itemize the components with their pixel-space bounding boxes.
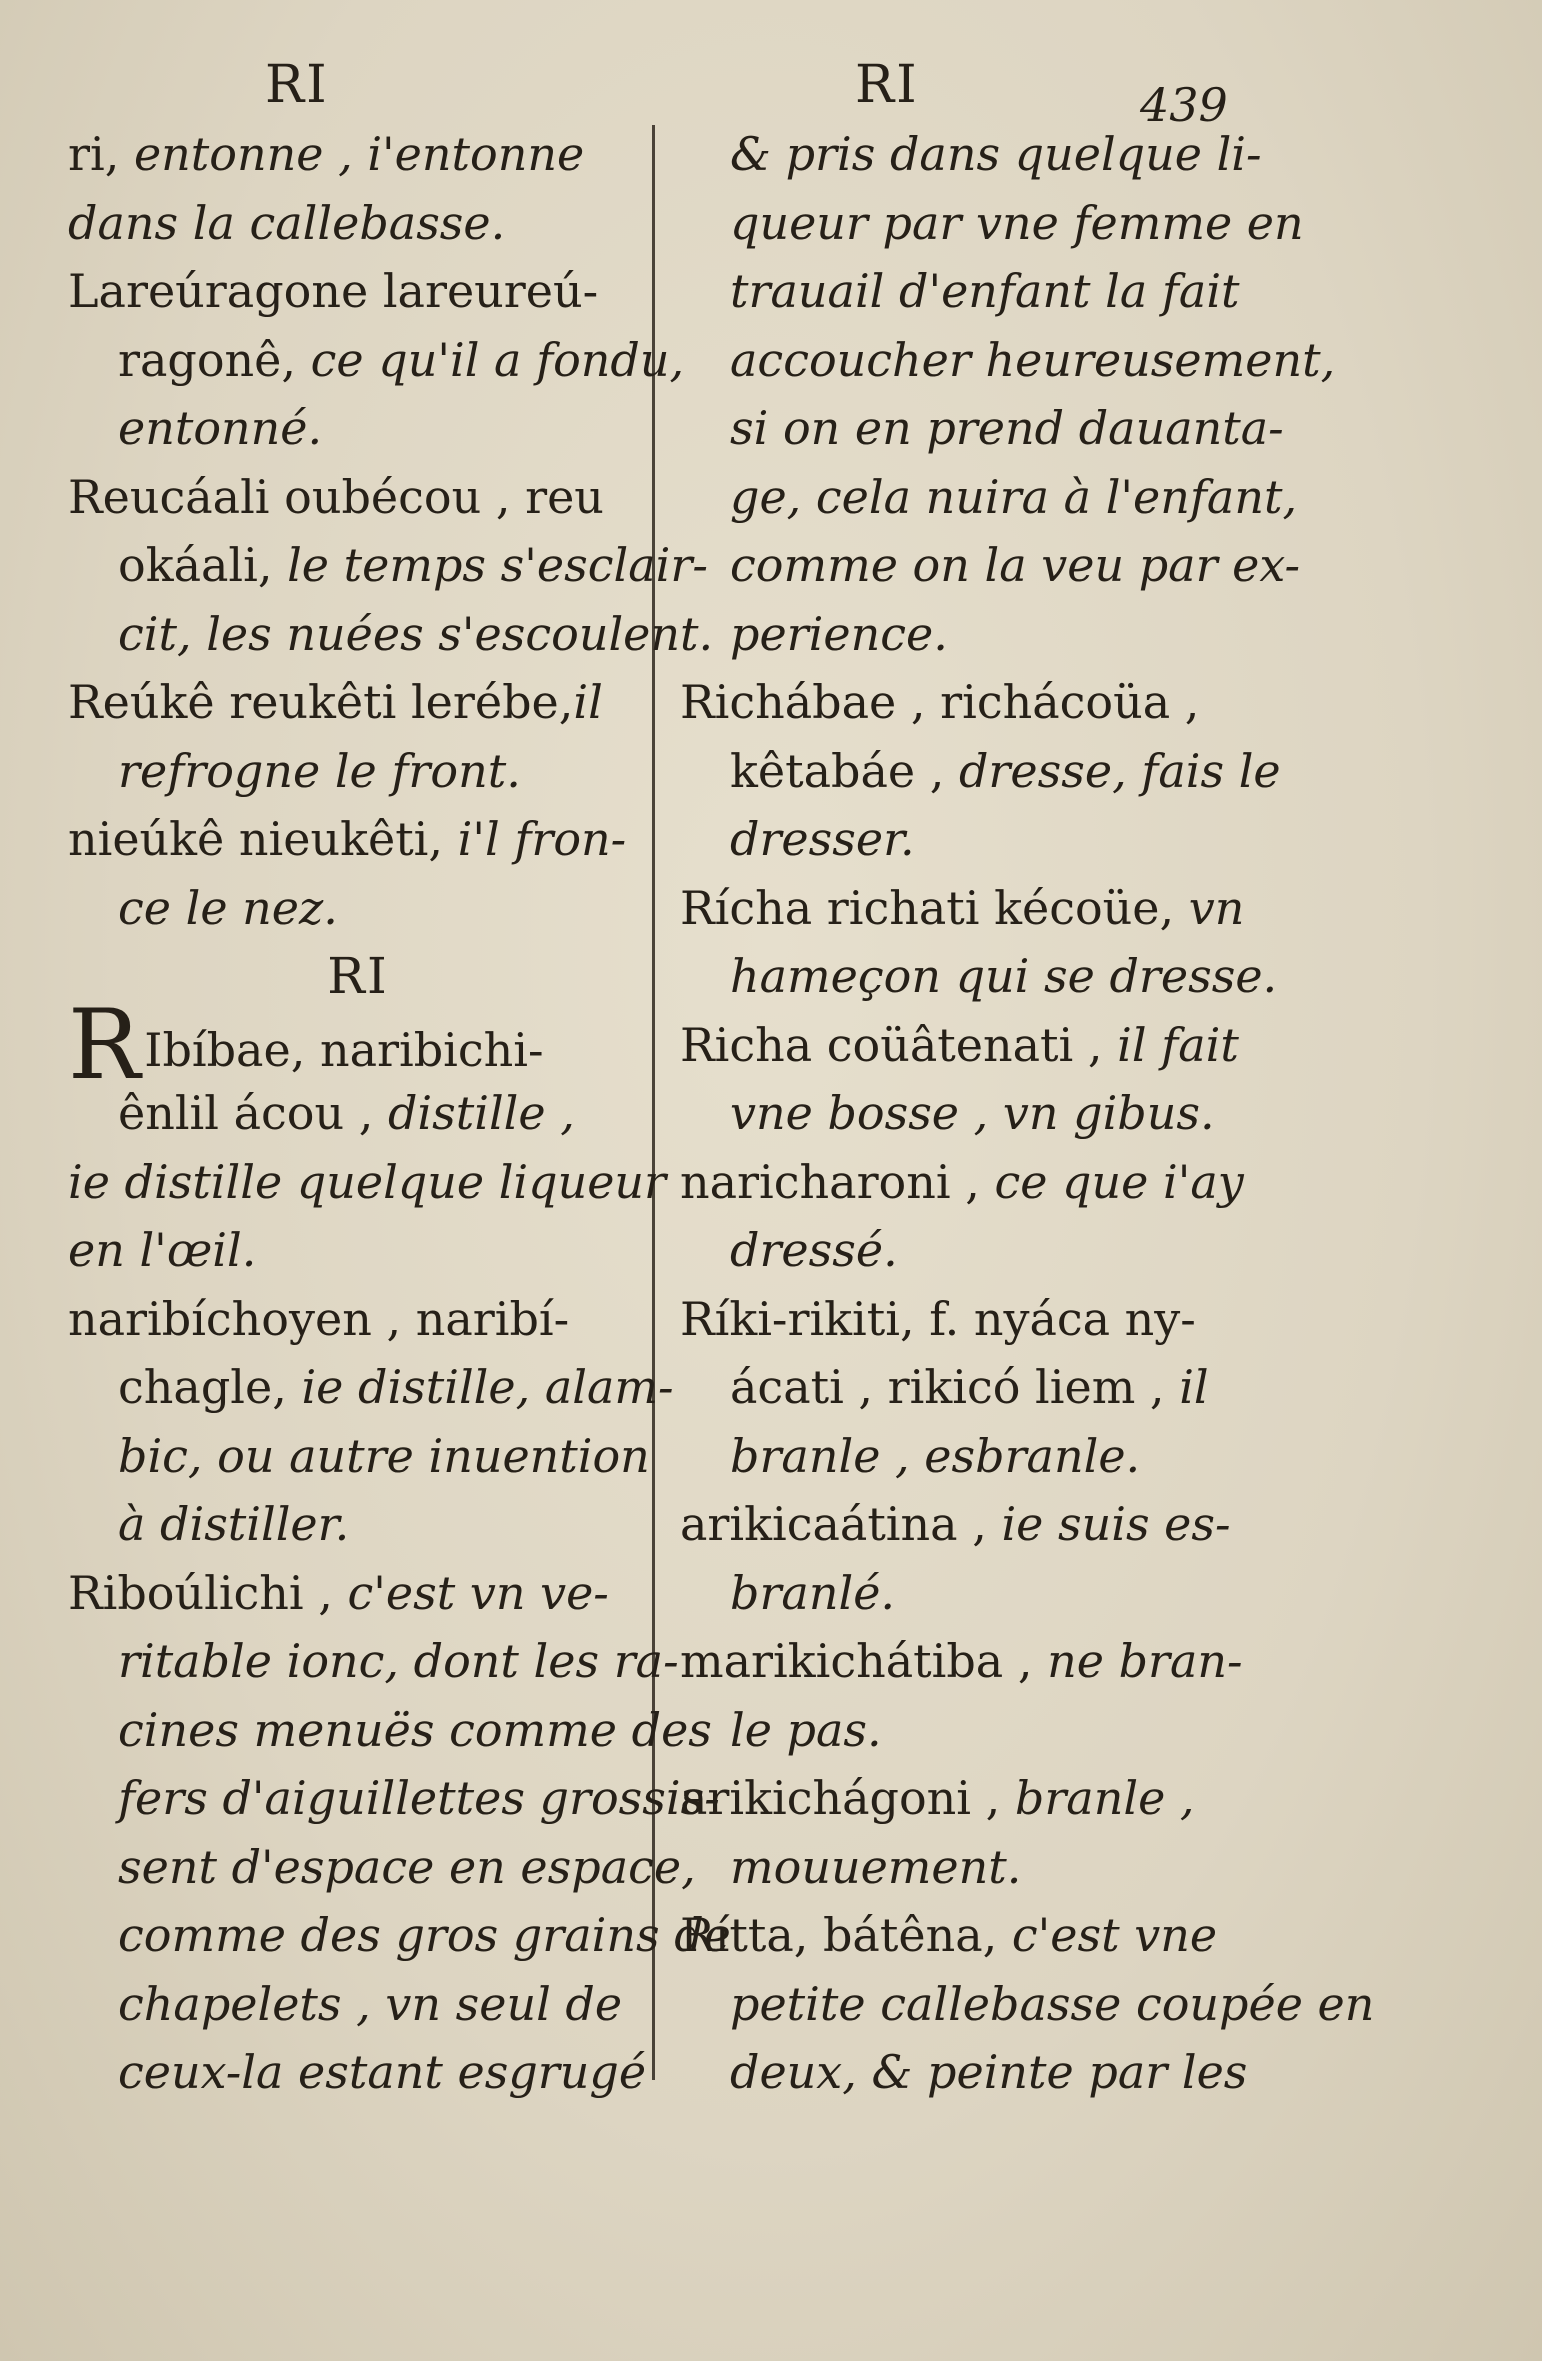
italic-text: fers d'aiguillettes grossis- <box>118 1771 720 1825</box>
roman-text: ácati , rikicó liem , <box>730 1360 1180 1414</box>
italic-text: ge, cela nuira à l'enfant, <box>730 469 1298 524</box>
text-line <box>68 737 648 806</box>
text-line <box>680 1764 1280 1833</box>
text-line <box>68 805 648 874</box>
italic-text: le pas. <box>730 1702 882 1757</box>
text-line <box>68 1833 696 1902</box>
italic-text: hameçon qui se dresse. <box>730 949 1278 1003</box>
text-line <box>68 1353 674 1422</box>
section-heading <box>68 942 648 1011</box>
italic-text: & pris dans quelque li- <box>730 127 1262 181</box>
text-line <box>68 2038 648 2107</box>
italic-text: entonne , i'entonne <box>133 127 585 181</box>
italic-text: c'est vne <box>1011 1908 1218 1962</box>
text-line <box>68 1216 648 1285</box>
roman-text: Rítta, bátêna, <box>680 1908 1012 1962</box>
text-line <box>680 1696 1280 1765</box>
italic-text: ceux-la estant esgrugé <box>118 2045 647 2099</box>
italic-text: branle , esbranle. <box>730 1428 1141 1483</box>
roman-text: okáali, <box>118 538 288 592</box>
text-line <box>680 394 1284 463</box>
text-line <box>680 1353 1280 1422</box>
text-line <box>68 988 648 1101</box>
text-line <box>68 1422 648 1491</box>
italic-text: dresse, fais le <box>958 743 1281 798</box>
text-line <box>68 600 714 669</box>
right-column <box>680 120 1375 2107</box>
text-line <box>68 326 685 395</box>
text-line <box>680 189 1304 258</box>
text-line <box>680 1148 1280 1217</box>
italic-text: deux, & peinte par les <box>730 2045 1248 2099</box>
text-line <box>680 1285 1280 1354</box>
roman-text: Riboúlichi , <box>68 1565 348 1620</box>
italic-text: dans la callebasse. <box>68 195 506 250</box>
roman-text: ri, <box>68 127 134 181</box>
italic-text: ie distille, alam- <box>301 1360 674 1414</box>
roman-text: Rícha richati kécoüe, <box>680 880 1189 935</box>
text-line <box>680 1559 1280 1628</box>
text-line <box>680 326 1336 395</box>
italic-text: il fait <box>1117 1017 1239 1072</box>
italic-text: c'est vn ve- <box>347 1565 609 1620</box>
text-line <box>680 874 1280 943</box>
italic-text: en l'œil. <box>68 1223 257 1277</box>
roman-text: Ríki-rikiti, f. nyáca ny- <box>680 1291 1196 1346</box>
italic-text: accoucher heureusement, <box>730 332 1336 387</box>
running-head-left: RI <box>265 55 329 115</box>
italic-text: vn <box>1188 880 1245 935</box>
italic-text: petite callebasse coupée en <box>730 1976 1375 2031</box>
text-line <box>680 1011 1280 1080</box>
text-line <box>68 1148 667 1217</box>
text-line <box>680 942 1280 1011</box>
italic-text: le temps s'esclair- <box>287 538 708 592</box>
italic-text: dressé. <box>730 1223 898 1277</box>
text-line <box>68 531 708 600</box>
text-line <box>680 1970 1375 2039</box>
italic-text: cit, les nuées s'escoulent. <box>118 606 714 661</box>
italic-text: il <box>1179 1360 1209 1414</box>
roman-text: Richábae , richácoüa , <box>680 675 1200 729</box>
roman-text: chagle, <box>118 1360 302 1414</box>
text-line <box>68 257 648 326</box>
roman-text: marikichátiba , <box>680 1634 1048 1688</box>
text-line <box>680 120 1280 189</box>
italic-text: dresser. <box>730 812 915 866</box>
italic-text: comme des gros grains de <box>118 1908 731 1962</box>
text-line <box>68 463 648 532</box>
roman-text: Richa coüâtenati , <box>680 1017 1118 1072</box>
text-line <box>68 1285 648 1354</box>
roman-text: Reúkê reukêti lerébe, <box>68 675 574 729</box>
text-line <box>680 463 1298 532</box>
text-line <box>680 531 1301 600</box>
text-line <box>68 1696 712 1765</box>
italic-text: mouuement. <box>730 1839 1022 1894</box>
text-line <box>68 1970 648 2039</box>
italic-text: ie distille quelque liqueur <box>68 1154 667 1209</box>
roman-text: Lareúragone lareureú- <box>68 264 599 318</box>
italic-text: entonné. <box>118 401 323 455</box>
text-line <box>680 1079 1280 1148</box>
text-line <box>68 1901 731 1970</box>
text-line <box>68 394 648 463</box>
italic-text: ce qu'il a fondu, <box>310 332 685 387</box>
roman-text: naribíchoyen , naribí- <box>68 1291 570 1346</box>
text-line <box>680 1627 1280 1696</box>
roman-text: nieúkê nieukêti, <box>68 812 458 866</box>
text-line <box>680 2038 1280 2107</box>
text-line <box>68 120 648 189</box>
roman-text: naricharoni , <box>680 1154 995 1209</box>
italic-text: bic, ou autre inuention <box>118 1428 650 1483</box>
italic-text: perience. <box>730 606 948 661</box>
italic-text: i'l fron- <box>457 812 627 866</box>
italic-text: queur par vne femme en <box>730 195 1304 250</box>
italic-text: ritable ionc, dont les ra- <box>118 1634 679 1688</box>
italic-text: ce le nez. <box>118 880 338 935</box>
italic-text: il <box>573 675 603 729</box>
text-line <box>680 257 1280 326</box>
text-line <box>680 737 1280 806</box>
text-line <box>68 668 648 737</box>
text-line <box>680 805 1280 874</box>
italic-text: si on en prend dauanta- <box>730 401 1284 455</box>
text-line <box>680 668 1280 737</box>
roman-text: RI <box>327 947 389 1005</box>
roman-text: arikichágoni , <box>680 1771 1015 1825</box>
italic-text: à distiller. <box>118 1497 350 1551</box>
italic-text: branlé. <box>730 1565 896 1620</box>
italic-text: trauail d'enfant la fait <box>730 264 1240 318</box>
text-line <box>680 1490 1280 1559</box>
italic-text: ne bran- <box>1047 1634 1243 1688</box>
text-line <box>680 1901 1280 1970</box>
roman-text: arikicaátina , <box>680 1497 1002 1551</box>
roman-text: Ibíbae, naribichi- <box>144 1022 544 1077</box>
text-line <box>68 1627 679 1696</box>
text-line <box>68 874 648 943</box>
italic-text: branle , <box>1014 1771 1195 1825</box>
italic-text: refrogne le front. <box>118 743 521 798</box>
italic-text: comme on la veu par ex- <box>730 538 1301 592</box>
text-line <box>680 600 1280 669</box>
italic-text: cines menuës comme des <box>118 1702 712 1757</box>
text-line <box>680 1422 1280 1491</box>
italic-text: vne bosse , vn gibus. <box>730 1086 1215 1140</box>
text-line <box>68 1764 720 1833</box>
roman-text: ênlil ácou , <box>118 1086 388 1140</box>
italic-text: chapelets , vn seul de <box>118 1976 623 2031</box>
text-line <box>68 189 648 258</box>
roman-text: ragonê, <box>118 332 311 387</box>
page-number: 439 <box>1140 78 1228 132</box>
drop-capital: R <box>68 988 141 1101</box>
left-column <box>68 120 731 2107</box>
italic-text: sent d'espace en espace, <box>118 1839 696 1894</box>
text-line <box>68 1079 648 1148</box>
text-line <box>68 1490 648 1559</box>
running-head-right: RI <box>855 55 919 115</box>
italic-text: ie suis es- <box>1001 1497 1231 1551</box>
italic-text: distille , <box>387 1086 575 1140</box>
text-line <box>680 1216 1280 1285</box>
text-line <box>680 1833 1280 1902</box>
italic-text: ce que i'ay <box>994 1154 1244 1209</box>
roman-text: kêtabáe , <box>730 743 959 798</box>
text-line <box>68 1559 648 1628</box>
roman-text: Reucáali oubécou , reu <box>68 469 604 524</box>
